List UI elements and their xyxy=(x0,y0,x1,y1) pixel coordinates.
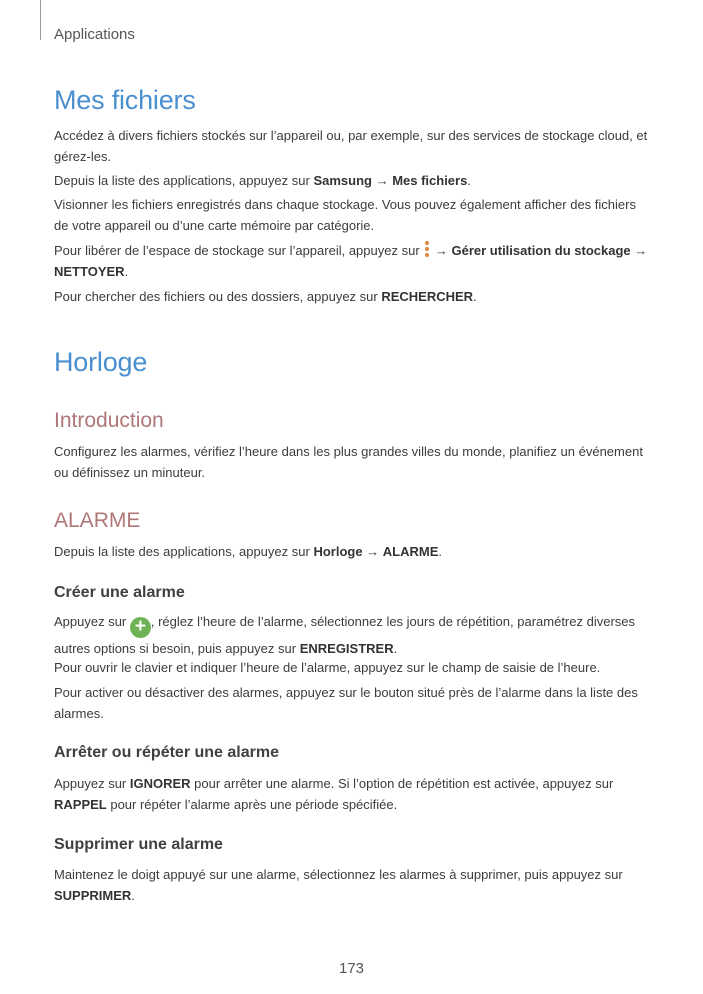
create-alarm-steps: Appuyez sur + , réglez l’heure de l’alarme, sélectionnez les jours de répétition, paramétrez diverses autres options si besoin, puis appuyez sur ENREGISTRER. xyxy=(54,614,636,656)
heading-delete-alarm: Supprimer une alarme xyxy=(54,836,223,853)
section-header: Applications xyxy=(54,26,135,43)
corner-divider xyxy=(40,0,41,40)
heading-alarm: ALARME xyxy=(54,509,141,532)
delete-alarm-text: Maintenez le doigt appuyé sur une alarme, sélectionnez les alarmes à supprimer, puis appuyez sur SUPPRIMER. xyxy=(54,867,623,903)
my-files-storage: Pour libérer de l’espace de stockage sur l’appareil, appuyez sur → Gérer utilisation du stockage → NETTOYER. xyxy=(54,240,650,282)
page-number: 173 xyxy=(338,960,365,977)
title-my-files: Mes fichiers xyxy=(54,85,196,115)
my-files-search: Pour chercher des fichiers ou des dossiers, appuyez sur RECHERCHER. xyxy=(54,289,477,304)
clock-intro-text: Configurez les alarmes, vérifiez l’heure dans les plus grandes villes du monde, planifiez un événement ou définissez un minuteur. xyxy=(54,444,643,480)
my-files-intro: Accédez à divers fichiers stockés sur l’appareil ou, par exemple, sur des services de stockage cloud, et gérez-les. xyxy=(54,128,648,164)
heading-create-alarm: Créer une alarme xyxy=(54,584,185,601)
more-options-icon xyxy=(423,240,431,259)
create-alarm-toggle: Pour activer ou désactiver des alarmes, appuyez sur le bouton situé près de l’alarme dans la liste des alarmes. xyxy=(54,685,638,721)
alarm-launch: Depuis la liste des applications, appuyez sur Horloge → ALARME. xyxy=(54,544,443,559)
add-icon: + xyxy=(130,617,151,638)
heading-introduction: Introduction xyxy=(54,409,164,432)
stop-alarm-text: Appuyez sur IGNORER pour arrêter une alarme. Si l’option de répétition est activée, appuyez sur RAPPEL pour répéter l’alarme après une période spécifiée. xyxy=(54,776,614,812)
create-alarm-keyboard: Pour ouvrir le clavier et indiquer l’heure de l’alarme, appuyez sur le champ de saisie de l’heure. xyxy=(54,660,601,675)
title-clock: Horloge xyxy=(54,347,148,377)
my-files-launch: Depuis la liste des applications, appuyez sur Samsung → Mes fichiers. xyxy=(54,173,471,188)
my-files-view: Visionner les fichiers enregistrés dans chaque stockage. Vous pouvez également afficher des fichiers de votre appareil ou d’une carte mémoire par catégorie. xyxy=(54,197,636,233)
heading-stop-alarm: Arrêter ou répéter une alarme xyxy=(54,744,279,761)
